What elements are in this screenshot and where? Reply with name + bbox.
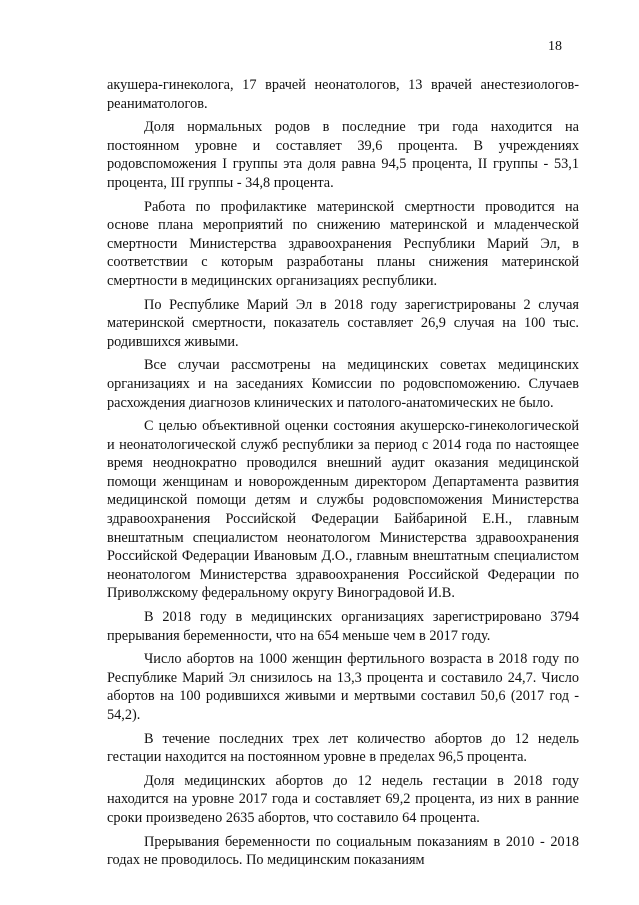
paragraph-abortion-rate: Число абортов на 1000 женщин фертильного возраста в 2018 году по Республике Марий Эл снизилось на 13,3 процента и составило 24,7. Число абортов на 100 родившихся живыми и мертвыми составил 50,6 (2017 год - 54,2). — [107, 651, 579, 723]
paragraph-external-audit: С целью объективной оценки состояния акушерско-гинекологической и неонатологической служб республики за период с 2014 года по настоящее время неоднократно проводился внешний аудит оказания медицинской помощи женщинам и новорожденным директором Департамента развития медицинской помощи детям и службы родовспоможения Министерства здравоохранения Российской Федерации Байбариной Е.Н., главным внештатным специалистом неонатологом Министерства здравоохранения Российской Федерации Ивановым Д.О., главным внештатным специалистом неонатологом Министерства здравоохранения Российской Федерации по Приволжскому федеральному округу Виноградовой И.В. — [107, 418, 579, 602]
paragraph-normal-births: Доля нормальных родов в последние три года находится на постоянном уровне и составляет 39,6 процента. В учреждениях родовспоможения I группы эта доля равна 94,5 процента, II группы - 53,1 процента, III группы - 34,8 процента. — [107, 119, 579, 191]
paragraph-maternal-mortality-prevention: Работа по профилактике материнской смертности проводится на основе плана мероприятий по снижению материнской и младенческой смертности Министерства здравоохранения Республики Марий Эл, в соответствии с которым разработаны планы снижения материнской смертности в медицинских организациях республики. — [107, 198, 579, 289]
paragraph-maternal-deaths-2018: По Республике Марий Эл в 2018 году зарегистрированы 2 случая материнской смертности, показатель составляет 26,9 случая на 100 тыс. родившихся живыми. — [107, 296, 579, 350]
page-number: 18 — [548, 39, 562, 54]
paragraph-cases-reviewed: Все случаи рассмотрены на медицинских советах медицинских организациях и на заседаниях Комиссии по родовспоможению. Случаев расхождения диагнозов клинических и патолого-анатомических не было. — [107, 357, 579, 411]
paragraph-medical-abortions-share: Доля медицинских абортов до 12 недель гестации в 2018 году находится на уровне 2017 года и составляет 69,2 процента, из них в ранние сроки произведено 2635 абортов, что составило 64 процента. — [107, 772, 579, 826]
paragraph-staff-continuation: акушера-гинеколога, 17 врачей неонатологов, 13 врачей анестезиологов-реаниматологов. — [107, 77, 579, 112]
paragraph-abortions-12-weeks: В течение последних трех лет количество абортов до 12 недель гестации находится на постоянном уровне в пределах 96,5 процента. — [107, 730, 579, 766]
paragraph-social-indications: Прерывания беременности по социальным показаниям в 2010 - 2018 годах не проводилось. По медицинским показаниям — [107, 833, 579, 869]
document-body — [107, 76, 579, 875]
paragraph-terminations-2018: В 2018 году в медицинских организациях зарегистрировано 3794 прерывания беременности, что на 654 меньше чем в 2017 году. — [107, 609, 579, 644]
